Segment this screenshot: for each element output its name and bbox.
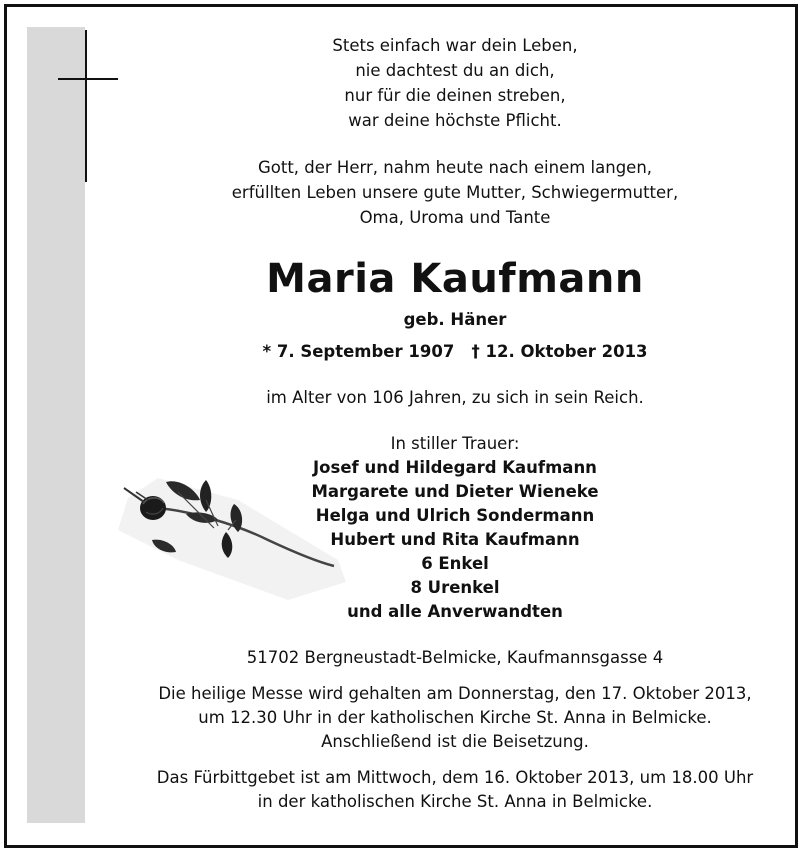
mourners-heading: In stiller Trauer: — [390, 434, 520, 453]
mourner-3: Helga und Ulrich Sondermann — [315, 506, 595, 525]
mourner-1: Josef und Hildegard Kaufmann — [313, 458, 597, 477]
intro-line-1: Gott, der Herr, nahm heute nach einem langen, — [257, 158, 653, 177]
life-dates: * 7. September 1907 † 12. Oktober 2013 — [262, 342, 648, 361]
mass-line-3: Anschließend ist die Beisetzung. — [321, 732, 589, 751]
mourner-4: Hubert und Rita Kaufmann — [330, 530, 580, 549]
intro-line-3: Oma, Uroma und Tante — [359, 208, 551, 227]
mass-line-1: Die heilige Messe wird gehalten am Donnerstag, den 17. Oktober 2013, — [158, 684, 752, 703]
poem-line-1: Stets einfach war dein Leben, — [332, 36, 578, 55]
age-text: im Alter von 106 Jahren, zu sich in sein Reich. — [266, 388, 644, 407]
birth-name: geb. Häner — [403, 310, 507, 329]
mass-line-2: um 12.30 Uhr in der katholischen Kirche St. Anna in Belmicke. — [198, 708, 712, 727]
mourner-6: 8 Urenkel — [410, 578, 500, 597]
poem-line-3: nur für die deinen streben, — [344, 86, 566, 105]
cross-icon — [58, 30, 118, 182]
mourner-7: und alle Anverwandten — [347, 602, 563, 621]
address: 51702 Bergneustadt-Belmicke, Kaufmannsgasse 4 — [246, 648, 664, 667]
deceased-name: Maria Kaufmann — [266, 256, 644, 302]
prayer-line-1: Das Fürbittgebet ist am Mittwoch, dem 16. Oktober 2013, um 18.00 Uhr — [156, 768, 754, 787]
poem-line-4: war deine höchste Pflicht. — [348, 111, 562, 130]
poem-line-2: nie dachtest du an dich, — [355, 61, 555, 80]
mourner-2: Margarete und Dieter Wieneke — [311, 482, 599, 501]
intro-line-2: erfüllten Leben unsere gute Mutter, Schwiegermutter, — [231, 183, 679, 202]
mourner-5: 6 Enkel — [421, 554, 489, 573]
prayer-line-2: in der katholischen Kirche St. Anna in Belmicke. — [257, 792, 653, 811]
